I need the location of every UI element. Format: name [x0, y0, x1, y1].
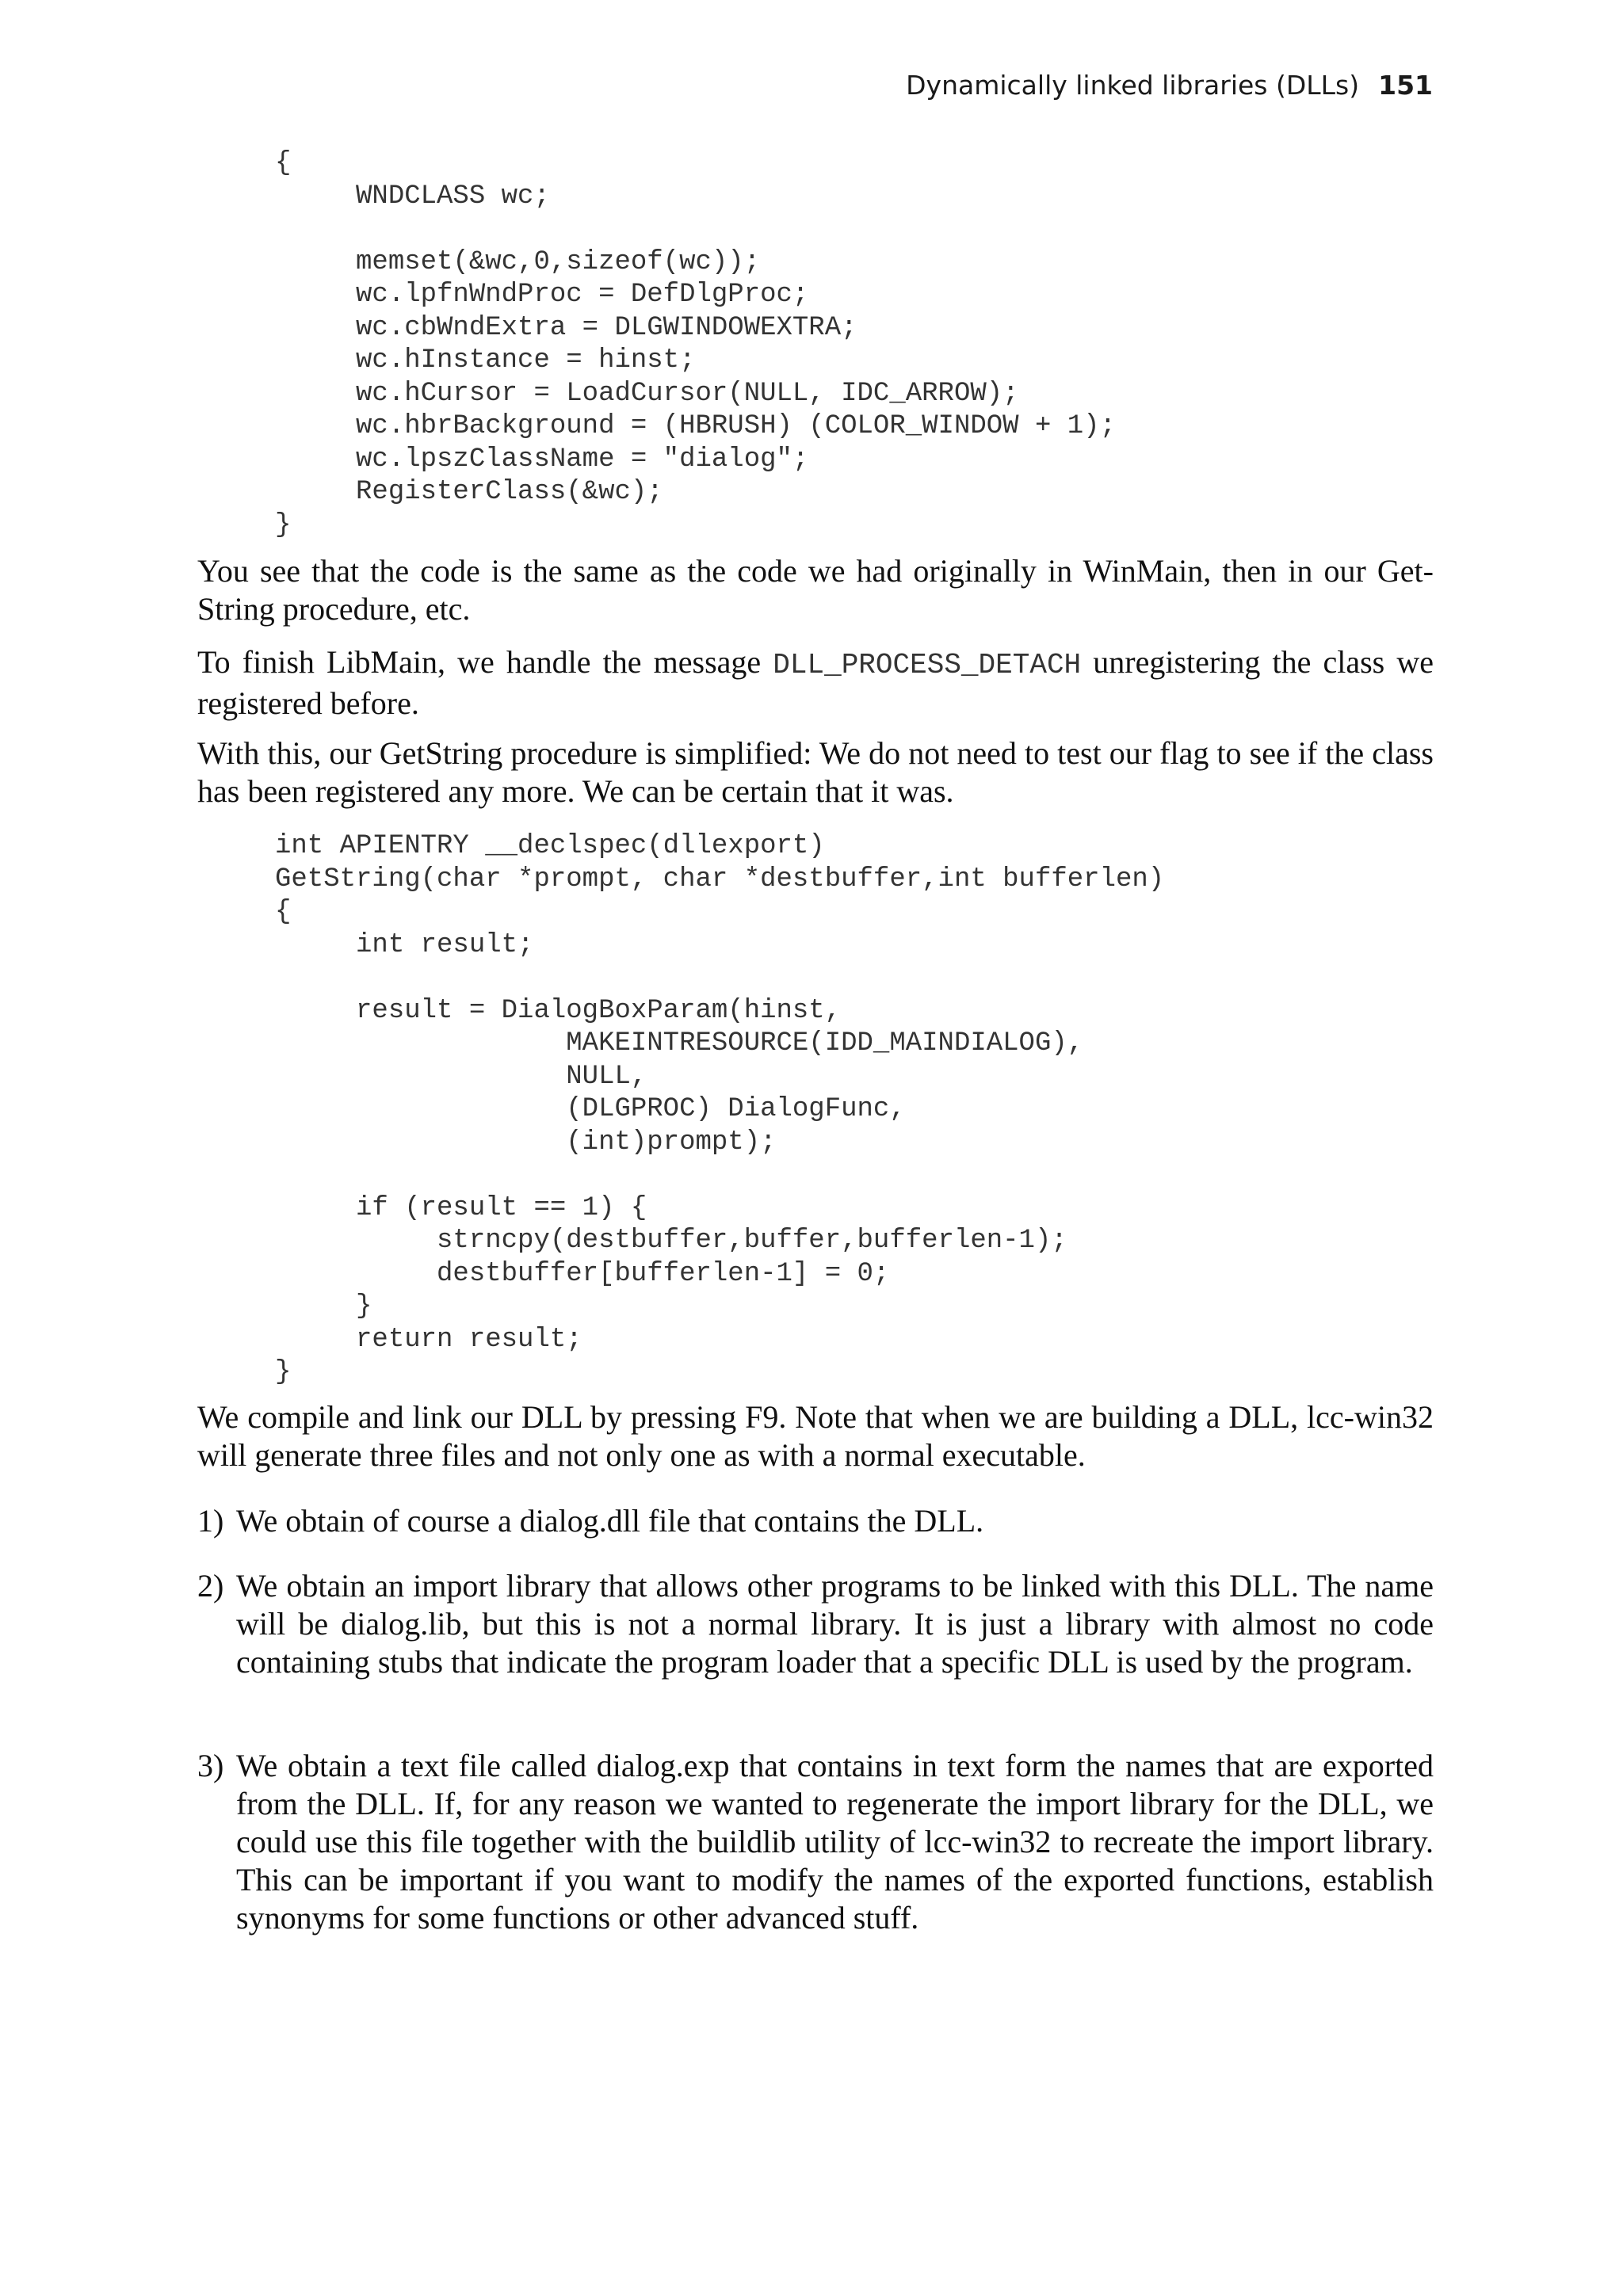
list-item-text: We obtain an import library that allows other programs to be linked with this DLL. The name will be dialog.lib, but this is not a normal library. It is just a library with almost no code containing stubs that indicate the program loader that a specific DLL is used by the program. [236, 1568, 1434, 1680]
paragraph-text: To finish LibMain, we handle the message [197, 644, 773, 680]
header-title: Dynamically linked libraries (DLLs) [906, 70, 1360, 101]
list-item-number: 3) [197, 1748, 224, 1783]
list-item [197, 1502, 1434, 1540]
code-block-getstring: int APIENTRY __declspec(dllexport) GetString(char *prompt, char *destbuffer,int bufferlen) { int result; result = DialogBoxParam(hinst, MAKEINTRESOURCE(IDD_MAINDIALOG), NULL, (DLGPROC) DialogFunc, (int)prompt); if (result == 1) { strncpy(destbuffer,buffer,bufferlen-1); destbuffer[bufferlen-1] = 0; } return result; } [275, 831, 1165, 1387]
paragraph: You see that the code is the same as the code we had originally in WinMain, then in our Get-String procedure, etc. [197, 553, 1434, 627]
code-block-register-class: { WNDCLASS wc; memset(&wc,0,sizeof(wc)); wc.lpfnWndProc = DefDlgProc; wc.cbWndExtra = DLGWINDOWEXTRA; wc.hInstance = hinst; wc.hCursor = LoadCursor(NULL, IDC_ARROW); wc.hbrBackground = (HBRUSH) (COLOR_WINDOW + 1); wc.lpszClassName = "dialog"; RegisterClass(&wc); } [275, 148, 1116, 540]
list-item [197, 1567, 1434, 1681]
paragraph: With this, our GetString procedure is simplified: We do not need to test our flag to see if the class has been registered any more. We can be certain that it was. [197, 735, 1434, 809]
list-item-text: We obtain a text file called dialog.exp that contains in text form the names that are exported from the DLL. If, for any reason we wanted to regenerate the import library for the DLL, we could use this file together with the buildlib utility of lcc-win32 to recreate the import library. This can be important if you want to modify the names of the exported functions, establish synonyms for some functions or other advanced stuff. [236, 1748, 1434, 1936]
list-item [197, 1747, 1434, 1937]
inline-code: DLL_PROCESS_DETACH [773, 649, 1082, 681]
list-item-text: We obtain of course a dialog.dll file that contains the DLL. [236, 1503, 984, 1539]
page-number: 151 [1378, 70, 1433, 101]
paragraph [197, 643, 1434, 723]
list-item-number: 1) [197, 1503, 224, 1539]
running-header [906, 70, 1433, 101]
paragraph: We compile and link our DLL by pressing F9. Note that when we are building a DLL, lcc-win32 will generate three files and not only one as with a normal executable. [197, 1399, 1434, 1473]
paragraph-text: unregistering the class we registered before. [197, 644, 1434, 721]
list-item-number: 2) [197, 1568, 224, 1604]
